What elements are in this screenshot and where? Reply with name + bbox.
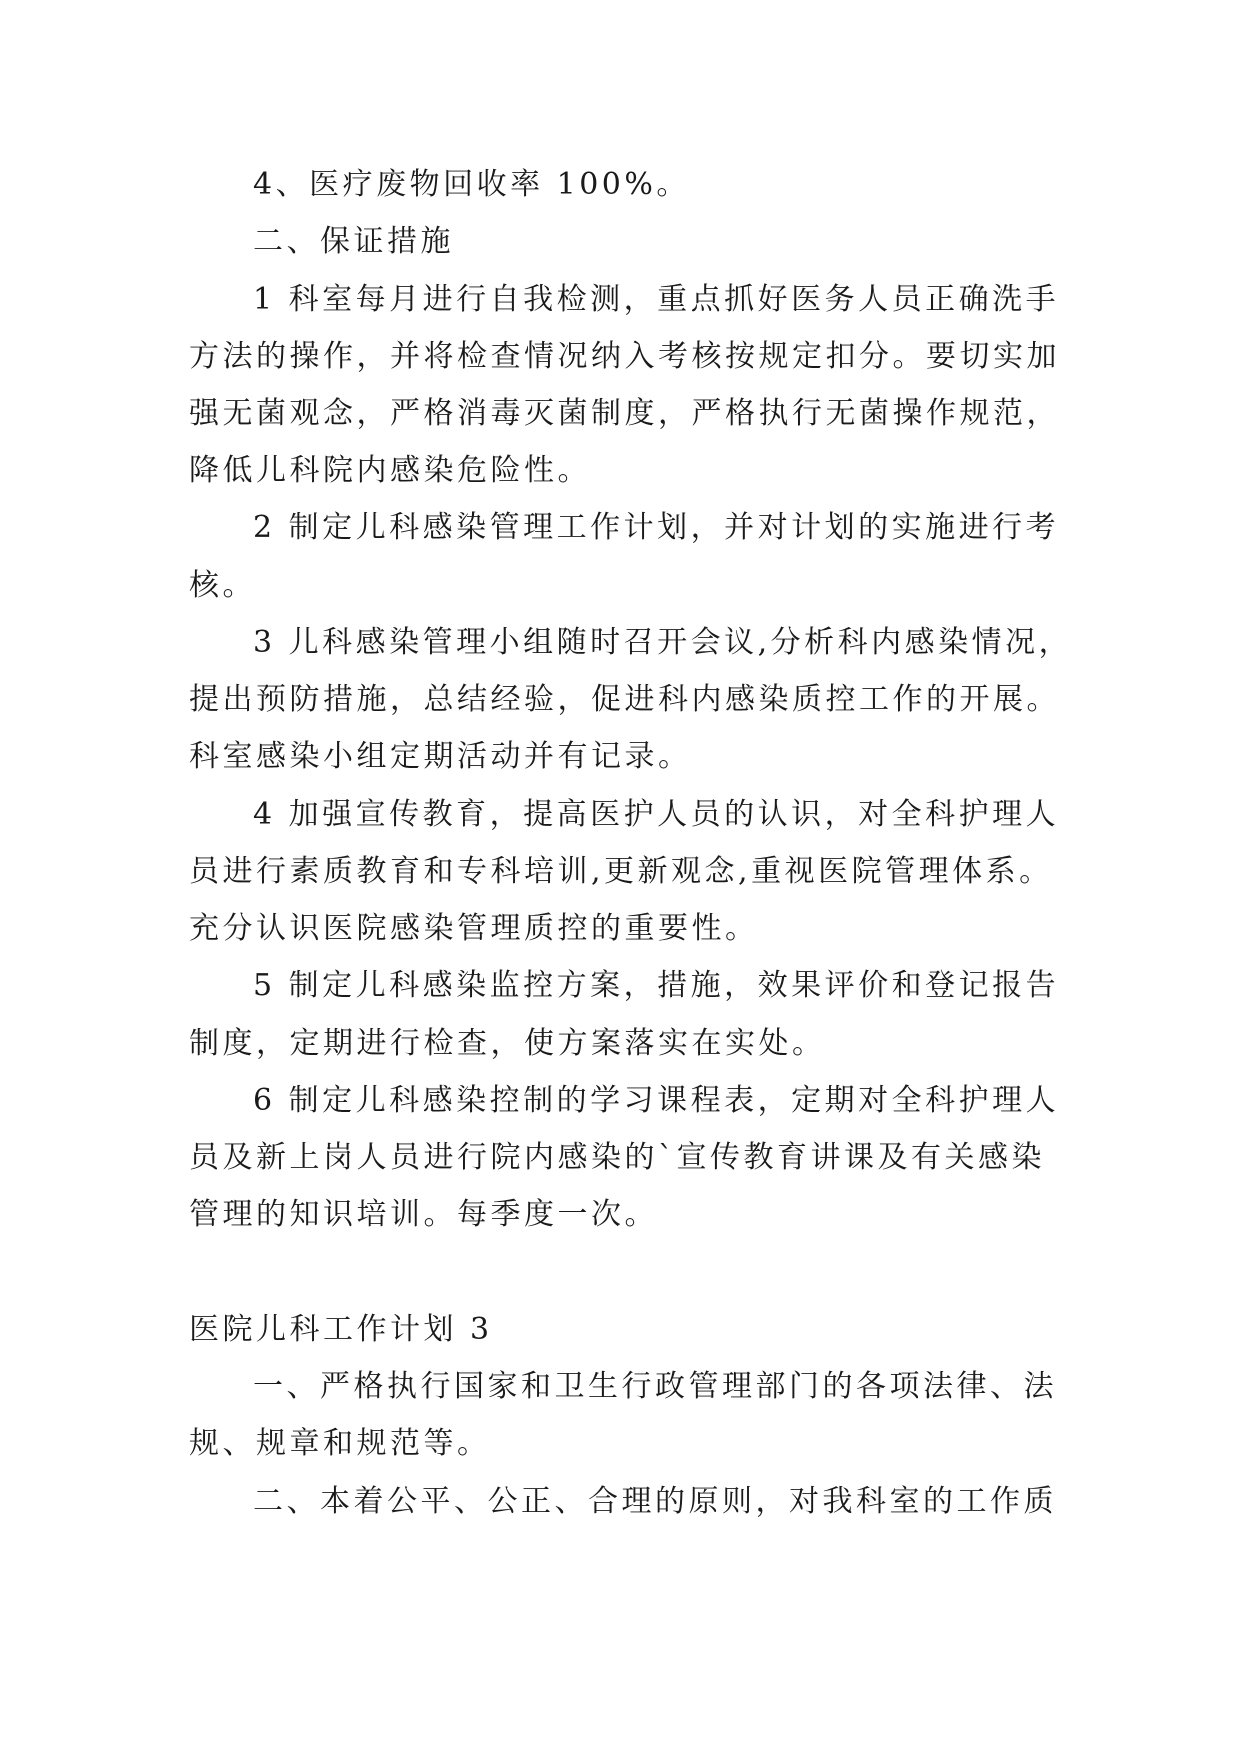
text-line: 降低儿科院内感染危险性。 [189,453,591,488]
text-line: 2 制定儿科感染管理工作计划，并对计划的实施进行考 [253,510,1060,545]
text-line: 核。 [189,568,256,603]
text-line: 6 制定儿科感染控制的学习课程表，定期对全科护理人 [253,1083,1060,1118]
text-line: 一、严格执行国家和卫生行政管理部门的各项法律、法 [253,1369,1057,1404]
text-line: 4、医疗废物回收率 100%。 [253,167,690,202]
text-line: 4 加强宣传教育，提高医护人员的认识，对全科护理人 [253,797,1060,832]
text-line: 1 科室每月进行自我检测，重点抓好医务人员正确洗手 [253,282,1060,317]
text-line: 管理的知识培训。每季度一次。 [189,1197,658,1232]
text-line: 提出预防措施，总结经验，促进科内感染质控工作的开展。 [189,682,1060,717]
text-line: 方法的操作，并将检查情况纳入考核按规定扣分。要切实加 [189,339,1060,374]
text-line: 充分认识医院感染管理质控的重要性。 [189,911,759,946]
text-line: 5 制定儿科感染监控方案，措施，效果评价和登记报告 [253,968,1060,1003]
document-title: 医院儿科工作计划 3 [189,1312,493,1347]
section-heading: 二、保证措施 [253,224,454,259]
text-line: 员及新上岗人员进行院内感染的`宣传教育讲课及有关感染 [189,1140,1045,1175]
text-line: 二、本着公平、公正、合理的原则，对我科室的工作质 [253,1484,1057,1519]
text-line: 规、规章和规范等。 [189,1426,491,1461]
text-line: 强无菌观念，严格消毒灭菌制度，严格执行无菌操作规范， [189,396,1060,431]
text-line: 科室感染小组定期活动并有记录。 [189,739,692,774]
text-line: 制度，定期进行检查，使方案落实在实处。 [189,1026,826,1061]
text-line: 3 儿科感染管理小组随时召开会议,分析科内感染情况， [253,625,1073,660]
text-line: 员进行素质教育和专科培训,更新观念,重视医院管理体系。 [189,854,1053,889]
